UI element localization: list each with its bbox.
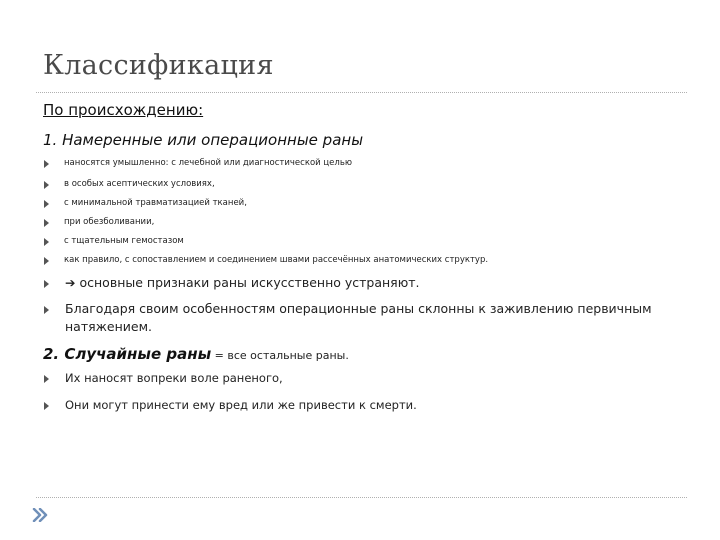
long-item-line1: Благодаря своим особенностям операционные раны склонны к заживлению первичным — [65, 301, 652, 316]
bullet-icon — [44, 160, 49, 168]
long-list-item — [65, 300, 685, 336]
bullet-icon — [44, 181, 49, 189]
section2-heading — [43, 345, 349, 363]
section2-heading-tail: = все остальные раны. — [211, 349, 349, 362]
section2-heading-text: 2. Случайные раны — [43, 345, 212, 363]
arrow-item-text: основные признаки раны искусственно устраняют. — [79, 275, 420, 290]
long-item-line2: натяжением. — [65, 319, 152, 334]
list-item: Они могут принести ему вред или же привести к смерти. — [65, 398, 417, 412]
bullet-icon — [44, 238, 49, 246]
origin-heading — [43, 101, 203, 119]
list-item: с минимальной травматизацией тканей, — [64, 198, 247, 208]
bullet-icon — [44, 280, 49, 288]
bottom-divider — [36, 497, 687, 498]
bullet-icon — [44, 306, 49, 314]
arrow-right-icon: ➔ — [65, 275, 76, 290]
chevron-right-icon[interactable] — [32, 508, 48, 522]
list-item: наносятся умышленно: с лечебной или диагностической целью — [64, 158, 353, 168]
list-item: Их наносят вопреки воле раненого, — [65, 371, 283, 385]
bullet-icon — [44, 219, 49, 227]
list-item: при обезболивании, — [64, 217, 155, 227]
slide-title: Классификация — [43, 50, 274, 81]
list-item: в особых асептических условиях, — [64, 179, 215, 189]
list-item: как правило, с сопоставлением и соединением швами рассечённых анатомических структур. — [64, 255, 489, 265]
bullet-icon — [44, 375, 49, 383]
bullet-icon — [44, 200, 49, 208]
arrow-list-item — [65, 274, 685, 292]
bullet-icon — [44, 257, 49, 265]
section1-heading: 1. Намеренные или операционные раны — [43, 131, 364, 149]
top-divider — [36, 92, 687, 93]
origin-heading-colon: : — [198, 101, 204, 119]
origin-heading-text: По происхождению — [43, 101, 199, 119]
bullet-icon — [44, 402, 49, 410]
list-item: с тщательным гемостазом — [64, 236, 184, 246]
